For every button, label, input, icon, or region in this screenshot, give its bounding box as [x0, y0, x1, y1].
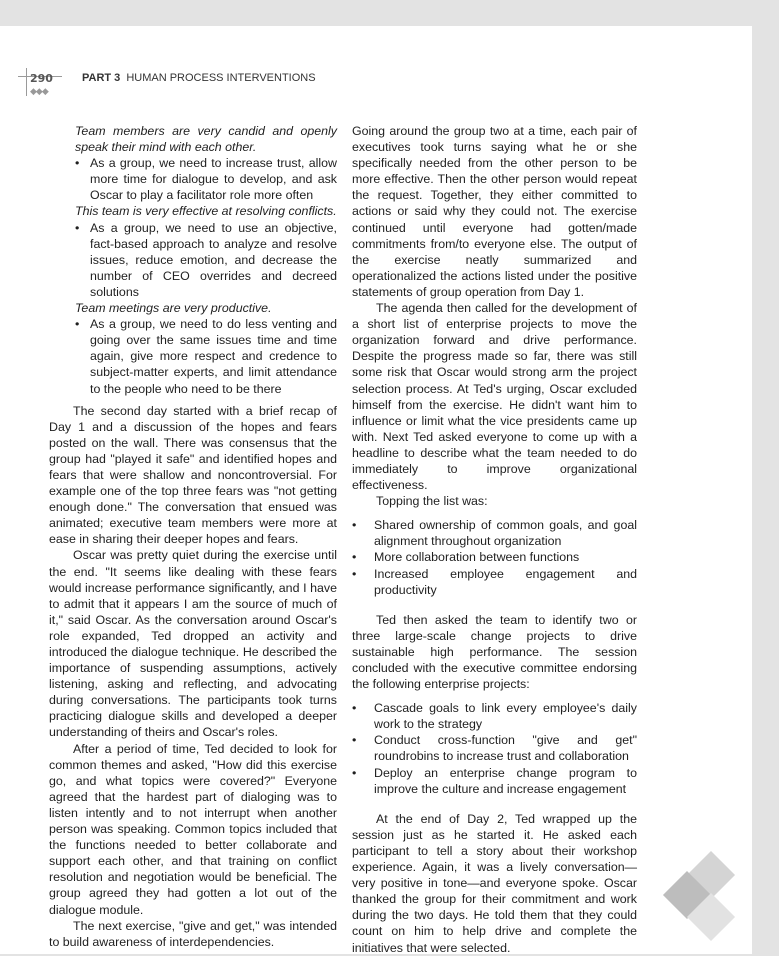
list-item: • Shared ownership of common goals, and goal alignment throughout organization	[352, 517, 637, 549]
section-title: HUMAN PROCESS INTERVENTIONS	[126, 72, 316, 84]
statement-actions	[49, 155, 337, 203]
body-paragraph: At the end of Day 2, Ted wrapped up the session just as he started it. He asked each participant to tell a story about their workshop experience. Again, it was a lively conversation—very positive in tone—and everyone spoke. Oscar thanked the group for their commitment and work during the two days. He told them that they could count on him to help drive and complete the initiatives that were selected.	[352, 811, 637, 955]
body-paragraph: Going around the group two at a time, each pair of executives took turns saying what he or she specifically needed from the other person to be more effective. Then the other person would repeat the request. Together, they either committed to actions or said why they could not. The exercise continued until everyone had gotten/made commitments from/to everyone else. The output of the exercise neatly summarized and operationalized the actions listed under the positive statements of group operation from Day 1.	[352, 124, 637, 299]
priority-list	[352, 517, 637, 597]
statement-actions	[49, 316, 337, 396]
list-item: • Deploy an enterprise change program to improve the culture and increase engagement	[352, 765, 637, 797]
part-label: PART 3	[82, 72, 121, 84]
header-vertical-rule	[26, 68, 27, 96]
list-item: • Conduct cross-function "give and get" roundrobins to increase trust and collaboration	[352, 732, 637, 764]
right-column	[352, 123, 637, 956]
list-item: • As a group, we need to increase trust, allow more time for dialogue to develop, and ask Oscar to play a facilitator role more often	[75, 155, 337, 203]
body-paragraph: Topping the list was:	[376, 494, 488, 509]
body-paragraph: The agenda then called for the development of a short list of enterprise projects to move the organization forward and drive performance. Despite the progress made so far, there was still some risk that Oscar would strong arm the project selection process. At Ted's urging, Oscar excluded himself from the exercise. He didn't want him to influence or limit what the vice presidents came up with. Next Ted asked everyone to come up with a headline to describe what the team needed to do immediately to improve organizational effectiveness.	[352, 301, 637, 493]
list-item: • As a group, we need to do less venting and going over the same issues time and time again, give more respect and credence to subject-matter experts, and limit attendance to the people who need to be there	[75, 316, 337, 396]
statement-lead: Team meetings are very productive.	[75, 301, 272, 316]
statement-lead: This team is very effective at resolving conflicts.	[75, 204, 337, 219]
body-paragraph: Oscar was pretty quiet during the exercise until the end. "It seems like dealing with these fears would increase performance significantly, and I have to admit that it appears I am the source of much of it," said Oscar. As the conversation around Oscar's role expanded, Ted dropped an activity and introduced the dialogue technique. He described the importance of suspending assumptions, actively listening, asking and reflecting, and advocating during conversations. The participants took turns practicing dialogue skills and developed a deeper understanding of theirs and Oscar's roles.	[49, 548, 337, 740]
running-head	[82, 72, 316, 84]
list-item: • Cascade goals to link every employee's daily work to the strategy	[352, 700, 637, 732]
statement-actions	[49, 220, 337, 300]
body-paragraph: Ted then asked the team to identify two or three large-scale change projects to drive sustainable high performance. The session concluded with the executive committee endorsing the following enterprise projects:	[352, 612, 637, 692]
body-paragraph: The second day started with a brief recap of Day 1 and a discussion of the hopes and fears posted on the wall. There was consensus that the group had "played it safe" and identified hopes and fears that were shallow and noncontroversial. For example one of the top three fears was "not getting enough done." The conversation that ensued was animated; executive team members were more at ease in sharing their deeper hopes and fears.	[49, 403, 337, 547]
enterprise-projects-list	[352, 700, 637, 797]
diamond-ornament-icon: ◆◆◆	[30, 86, 48, 96]
page-number: 290	[30, 72, 53, 85]
statement-lead: Team members are very candid and openly speak their mind with each other.	[75, 124, 337, 155]
left-column	[49, 123, 337, 950]
body-paragraph: After a period of time, Ted decided to look for common themes and asked, "How did this exercise go, and what topics were covered?" Everyone agreed that the hardest part of dialoging was to listen intently and to not interrupt when another person was speaking. Common topics included that the functions needed to better collaborate and support each other, and that training on conflict resolution and negotiation would be beneficial. The group agreed they had gotten a lot out of the dialogue module.	[49, 741, 337, 917]
list-item: • As a group, we need to use an objective, fact-based approach to analyze and resolve issues, reduce emotion, and decrease the number of CEO overrides and decreed solutions	[75, 220, 337, 300]
body-paragraph: The next exercise, "give and get," was intended to build awareness of interdependencies.	[49, 918, 337, 949]
list-item: • More collaboration between functions	[352, 549, 637, 565]
list-item: • Increased employee engagement and productivity	[352, 566, 637, 598]
